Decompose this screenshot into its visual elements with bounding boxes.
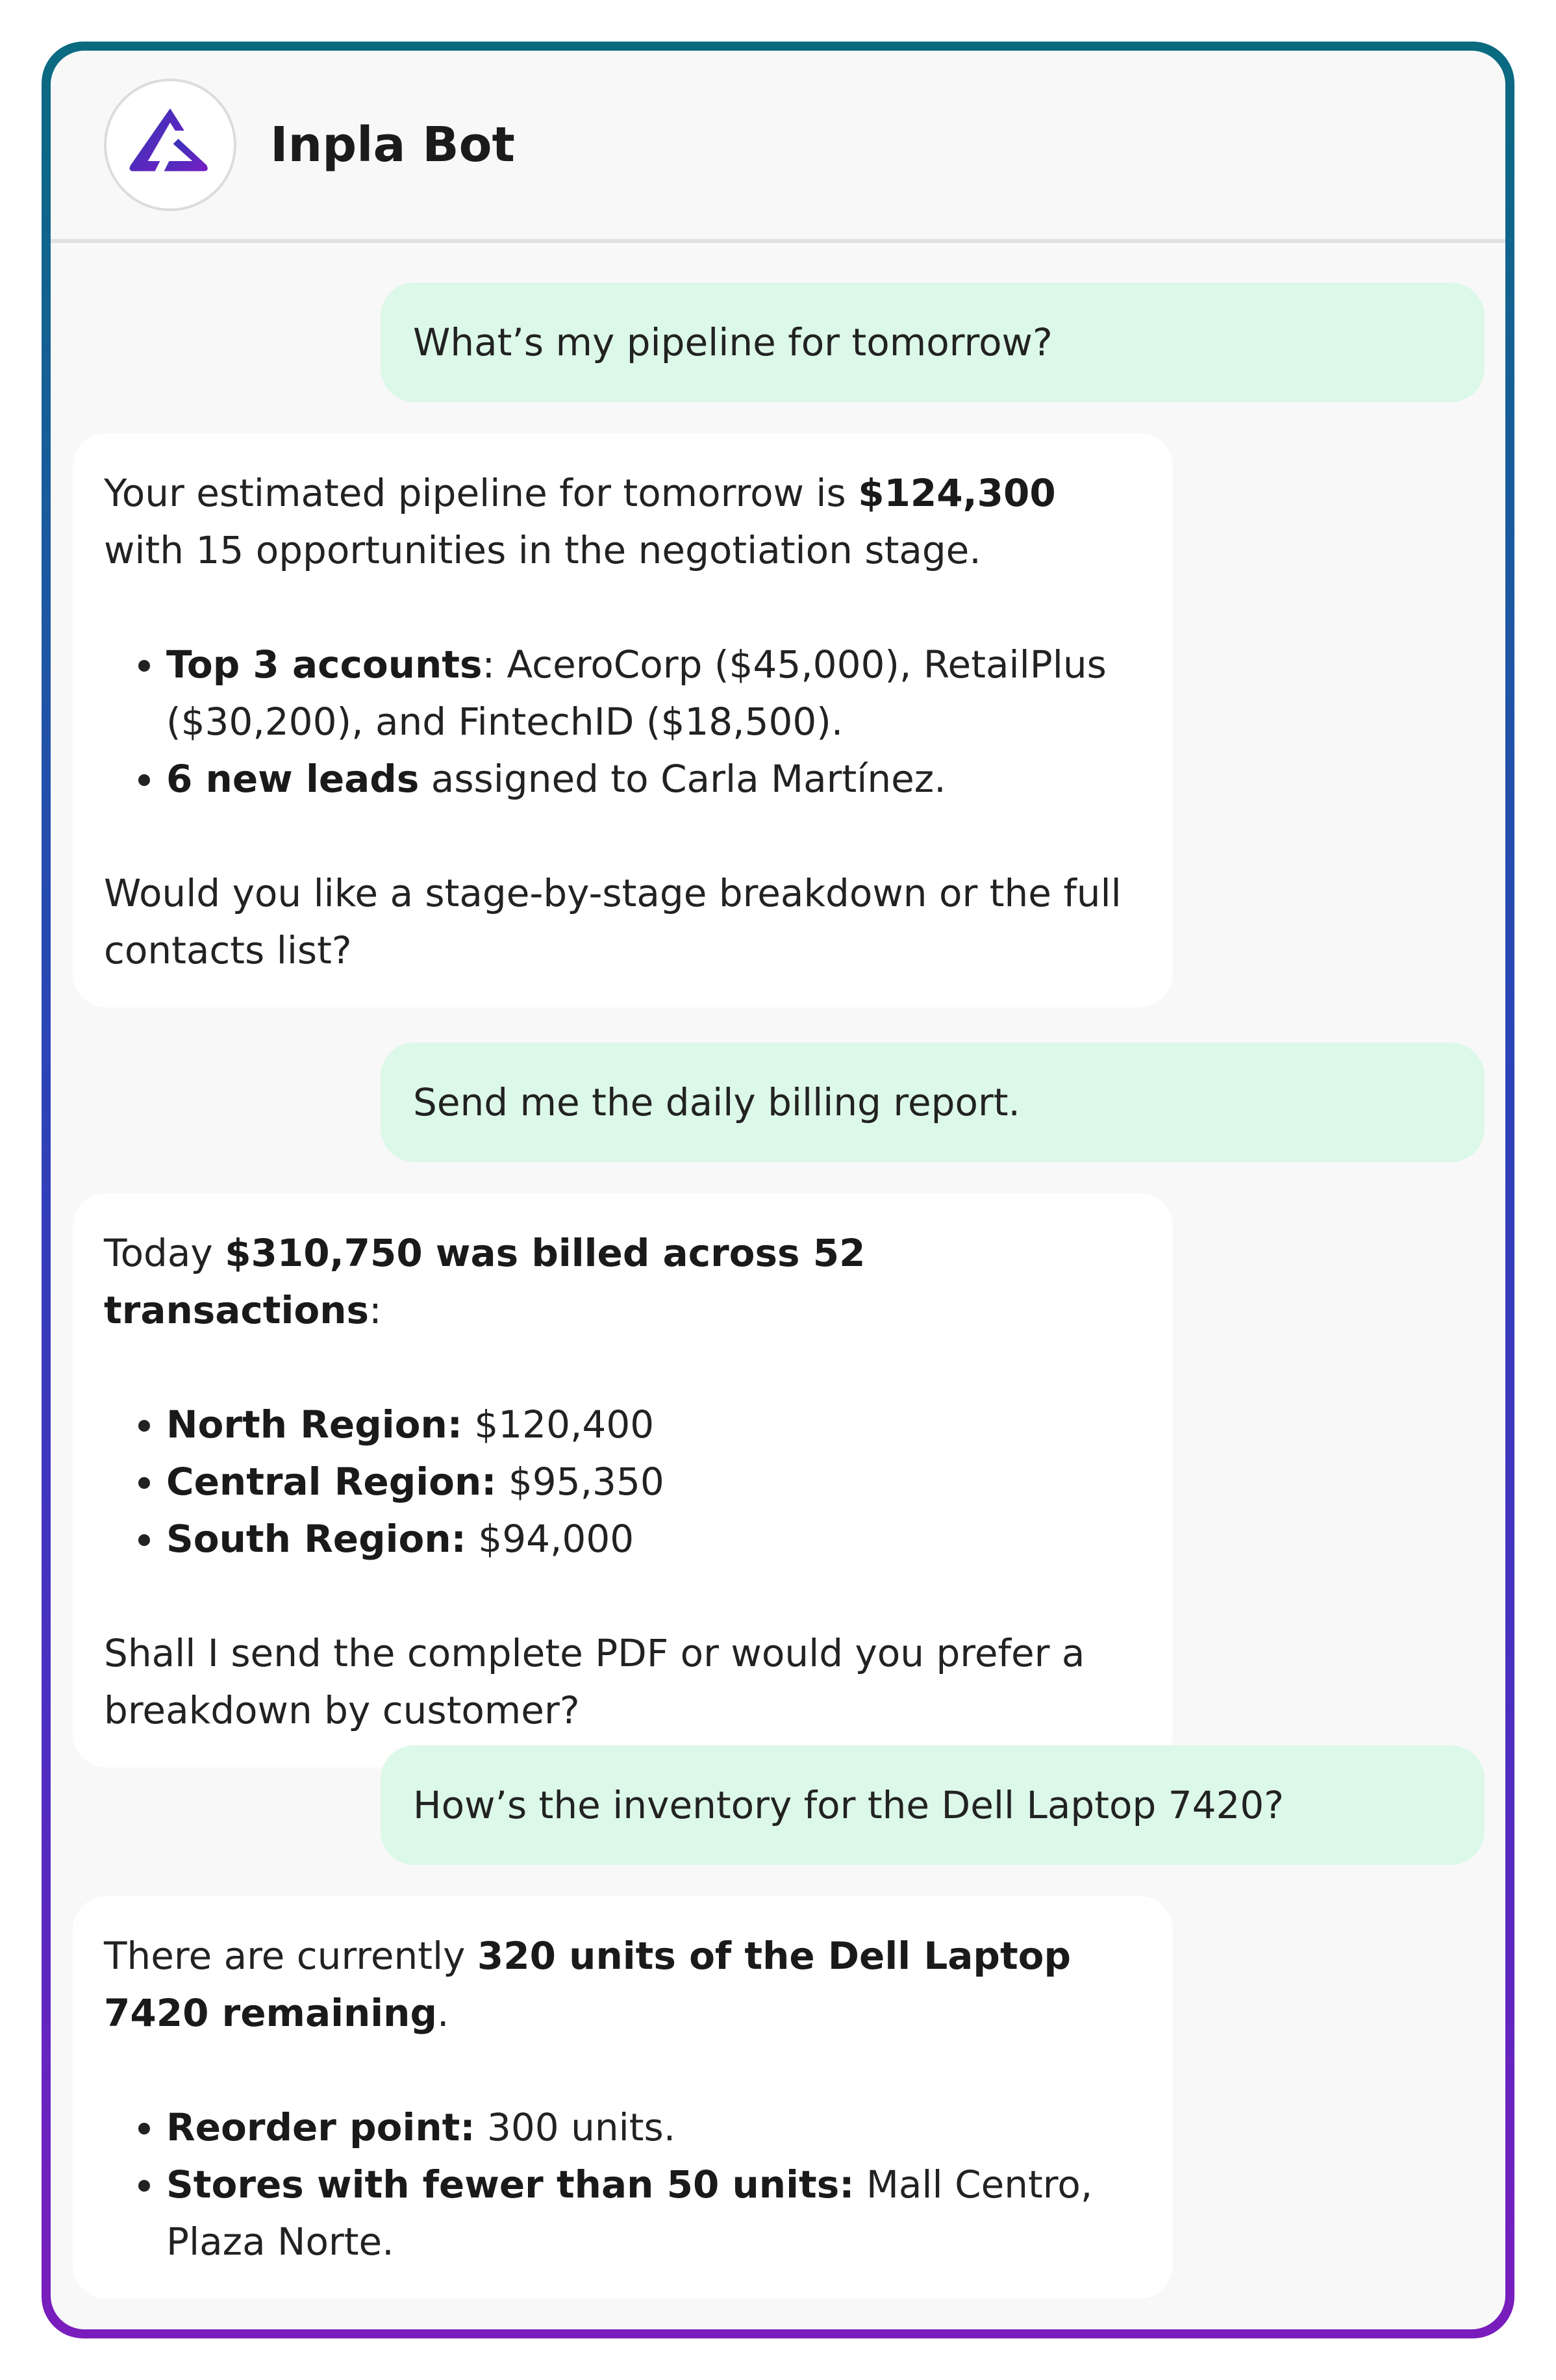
spacer	[104, 1339, 1142, 1396]
intro-suffix: .	[437, 1991, 449, 2035]
bot-avatar	[104, 79, 236, 211]
intro-bold: 320 units of the Dell Laptop 7420 remaining	[104, 1934, 1072, 2035]
bot-message	[73, 1193, 1173, 1767]
bullet-text: $95,350	[496, 1460, 664, 1504]
bot-message	[73, 1896, 1173, 2299]
bullet-bold: Reorder point:	[166, 2105, 475, 2149]
intro-suffix: :	[369, 1288, 382, 1332]
list-item	[166, 1396, 1142, 1453]
spacer	[104, 2042, 1142, 2099]
list-item	[166, 1510, 1142, 1567]
bullet-bold: Central Region:	[166, 1460, 497, 1504]
list-item	[166, 2099, 1142, 2156]
list-item	[166, 1453, 1142, 1510]
user-message	[381, 1043, 1485, 1162]
bot-bullet-list	[104, 2099, 1142, 2270]
user-message-text: How’s the inventory for the Dell Laptop 7420?	[413, 1783, 1285, 1827]
spacer	[104, 579, 1142, 636]
bot-message-intro	[104, 464, 1142, 579]
bullet-bold: 6 new leads	[166, 757, 420, 801]
intro-suffix: with 15 opportunities in the negotiation stage.	[104, 528, 981, 572]
bot-name: Inpla Bot	[270, 117, 515, 173]
chat-panel	[51, 51, 1505, 2329]
bullet-text: $120,400	[462, 1402, 655, 1447]
bullet-bold: North Region:	[166, 1402, 462, 1447]
bullet-text: Mall Centro, Plaza Norte.	[166, 2162, 1093, 2264]
intro-bold: $124,300	[858, 471, 1056, 515]
spacer	[104, 807, 1142, 865]
user-message-text: What’s my pipeline for tomorrow?	[413, 320, 1053, 364]
bot-message-closing: Shall I send the complete PDF or would you prefer a breakdown by customer?	[104, 1631, 1085, 1732]
bullet-text: : AceroCorp ($45,000), RetailPlus ($30,200), and FintechID ($18,500).	[166, 642, 1107, 744]
list-item	[166, 750, 1142, 807]
user-message	[381, 1745, 1485, 1865]
bullet-bold: Stores with fewer than 50 units:	[166, 2162, 855, 2207]
bot-message-intro	[104, 1224, 1142, 1339]
bot-message-intro	[104, 1927, 1142, 2042]
bot-message	[73, 433, 1173, 1007]
intro-prefix: There are currently	[104, 1934, 477, 1978]
chat-header	[51, 51, 1505, 243]
bullet-text: assigned to Carla Martínez.	[419, 757, 946, 801]
list-item	[166, 636, 1142, 750]
bullet-bold: South Region:	[166, 1517, 466, 1561]
user-message-text: Send me the daily billing report.	[413, 1080, 1020, 1124]
bot-message-closing: Would you like a stage-by-stage breakdown or the full contacts list?	[104, 871, 1122, 972]
bullet-bold: Top 3 accounts	[166, 642, 483, 687]
bot-bullet-list	[104, 1396, 1142, 1567]
list-item	[166, 2156, 1142, 2270]
intro-prefix: Your estimated pipeline for tomorrow is	[104, 471, 859, 515]
inpla-logo-icon	[119, 94, 221, 196]
bullet-text: $94,000	[466, 1517, 634, 1561]
bot-bullet-list	[104, 636, 1142, 807]
chat-window-frame	[42, 42, 1514, 2338]
intro-prefix: Today	[104, 1231, 225, 1275]
bullet-text: 300 units.	[475, 2105, 676, 2149]
user-message	[381, 283, 1485, 402]
intro-bold: $310,750 was billed across 52 transactions	[104, 1231, 866, 1332]
spacer	[104, 1567, 1142, 1625]
